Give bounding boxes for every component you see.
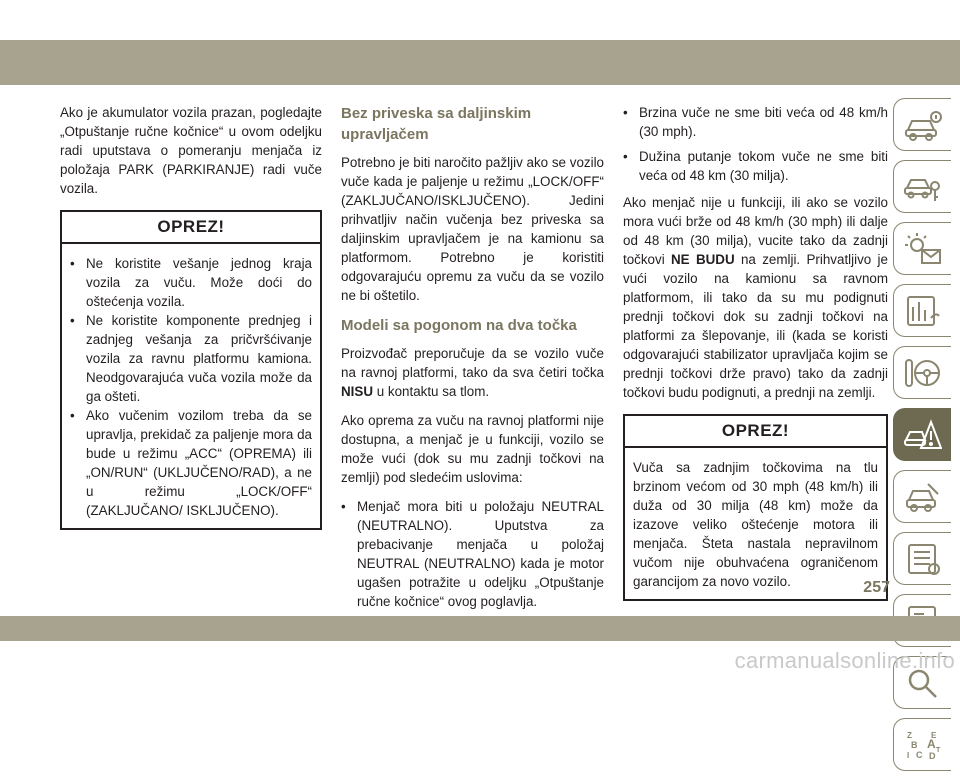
caution-list <box>70 254 312 520</box>
car-info-icon <box>904 108 942 142</box>
lights-message-icon <box>904 232 942 266</box>
column-left <box>60 103 322 530</box>
tab-gauges[interactable] <box>893 284 951 337</box>
paragraph-2wd <box>341 344 604 401</box>
specifications-list-icon <box>904 542 942 576</box>
caution-box-left <box>60 210 322 530</box>
paragraph-conditions: Ako oprema za vuču na ravnoj platformi nije dostupna, a menjač je u funkciji, vozilo se može vući (dok su mu zadnji točkovi na zemlji) pod sledećim uslovima: <box>341 413 604 485</box>
index-letter: C <box>915 749 922 760</box>
text-run: Ako menjač nije u funkciji, ili ako se vozilo mora vući brže od 48 km/h (30 mph) ili dalje od 48 km (30 milja), vucite tako da zadnji točkovi <box>623 195 888 267</box>
condition-item: • Menjač mora biti u položaju NEUTRAL (NEUTRALNO). Uputstva za prebacivanje menjača u položaj NEUTRAL (NEUTRALNO) kada je motor ugašen potražite u odeljku „Otpuštanje ručne kočnice“ ovog poglavlja. <box>341 497 604 611</box>
emphasis-text: NISU <box>341 384 373 399</box>
tab-lights[interactable] <box>893 222 951 275</box>
tab-emergency[interactable] <box>893 408 951 461</box>
caution-item: • Ako vučenim vozilom treba da se upravlja, prekidač za paljenje mora da bude u režimu „ACC“ (OPREMA) ili „ON/RUN“ (UKLJUČENO/RAD), a ne u režimu „LOCK/OFF“ (ZAKLJUČANO/ ISKLJUČENO). <box>70 406 312 520</box>
tab-specifications[interactable] <box>893 532 951 585</box>
index-letter: E <box>930 730 936 740</box>
conditions-list-continued <box>623 103 888 185</box>
paragraph-transmission <box>623 193 888 402</box>
section-heading-2wd: Modeli sa pogonom na dva točka <box>341 317 577 334</box>
steering-wheel-icon <box>904 356 942 390</box>
caution-box-right <box>623 414 888 601</box>
footer-band <box>0 616 960 641</box>
index-letter: B <box>910 739 917 750</box>
column-right <box>623 103 888 601</box>
section-heading-no-fob: Bez priveska sa daljinskim upravljačem <box>341 105 532 143</box>
roadside-warning-icon <box>904 418 942 452</box>
text-run: Proizvođač preporučuje da se vozilo vuče na ravnoj platformi, tako da sva četiri točka <box>341 346 604 380</box>
text-run: u kontaktu sa tlom. <box>373 384 490 399</box>
caution-body <box>625 448 886 599</box>
condition-item: • Dužina putanje tokom vuče ne sme biti veća od 48 km (30 milja). <box>623 147 888 185</box>
caution-item: • Ne koristite komponente prednjeg i zadnjeg vešanja za pričvršćivanje vozila za ravnu platformu kamiona. Neodgovarajuća vuča vozila može da ga ošteti. <box>70 311 312 406</box>
car-service-icon <box>904 480 942 514</box>
watermark: carmanualsonline.info <box>734 648 955 673</box>
caution-body <box>62 244 320 528</box>
caution-item: • Ne koristite vešanje jednog kraja vozila za vuču. Može doći do oštećenja vozila. <box>70 254 312 311</box>
index-letter: T <box>935 746 940 754</box>
page-number: 257 <box>863 579 890 596</box>
alphabet-index-icon <box>904 728 942 762</box>
caution-title: OPREZ! <box>625 416 886 448</box>
index-letter: Z <box>906 730 912 740</box>
tab-keys[interactable] <box>893 160 951 213</box>
tab-driving[interactable] <box>893 346 951 399</box>
paragraph-no-fob: Potrebno je biti naročito pažljiv ako se vozilo vuče kada je paljenje u režimu „LOCK/OFF“ (ZAKLJUČANO/ISKLJUČENO). Jedini prihvatljiv način vučenja bez priveska sa daljinskim upravljačem je na kamionu sa platformom. Potrebno je koristiti odgovarajuću opremu za vuču da se vozilo ne bi oštetilo. <box>341 155 604 303</box>
intro-paragraph: Ako je akumulator vozila prazan, pogledajte „Otpuštanje ručne kočnice“ u ovom odeljku radi uputstava o pomeranju menjača iz položaja PARK (PARKIRANJE) radi vuče vozila. <box>60 105 322 196</box>
column-middle <box>341 103 604 619</box>
tab-service[interactable] <box>893 470 951 523</box>
condition-item: • Brzina vuče ne sme biti veća od 48 km/h (30 mph). <box>623 103 888 141</box>
tab-index[interactable] <box>893 718 951 771</box>
header-band <box>0 40 960 85</box>
index-letter: D <box>928 750 935 761</box>
emphasis-text: NE BUDU <box>671 252 735 267</box>
caution-text: Vuča sa zadnjim točkovima na tlu brzinom većom od 30 mph (48 km/h) ili duža od 30 milja (48 km) može da izazove veliko oštećenje motora ili menjača. Šteta nastala nepravilnom vučom nije obuhvaćena ograničenom garancijom za novo vozilo. <box>633 460 878 589</box>
car-key-icon <box>904 170 942 204</box>
index-letter: I <box>906 750 909 760</box>
index-letter: A <box>926 736 936 751</box>
text-run: na zemlji. Prihvatljivo je vući vozilo na kamionu sa ravnom platformom, ili tako da su mu podignuti prednji točkovi dok su zadnji točkovi na platformi za šlepovanje, ili (kada se koristi odgovarajući stabilizator upravljača kojim se prednji točkovi drže pravo) tako da zadnji točkovi budu podignuti, a prednji na zemlji. <box>623 252 888 400</box>
conditions-list <box>341 497 604 611</box>
dashboard-gauges-icon <box>904 294 942 328</box>
tab-car-info[interactable] <box>893 98 951 151</box>
caution-title: OPREZ! <box>62 212 320 244</box>
